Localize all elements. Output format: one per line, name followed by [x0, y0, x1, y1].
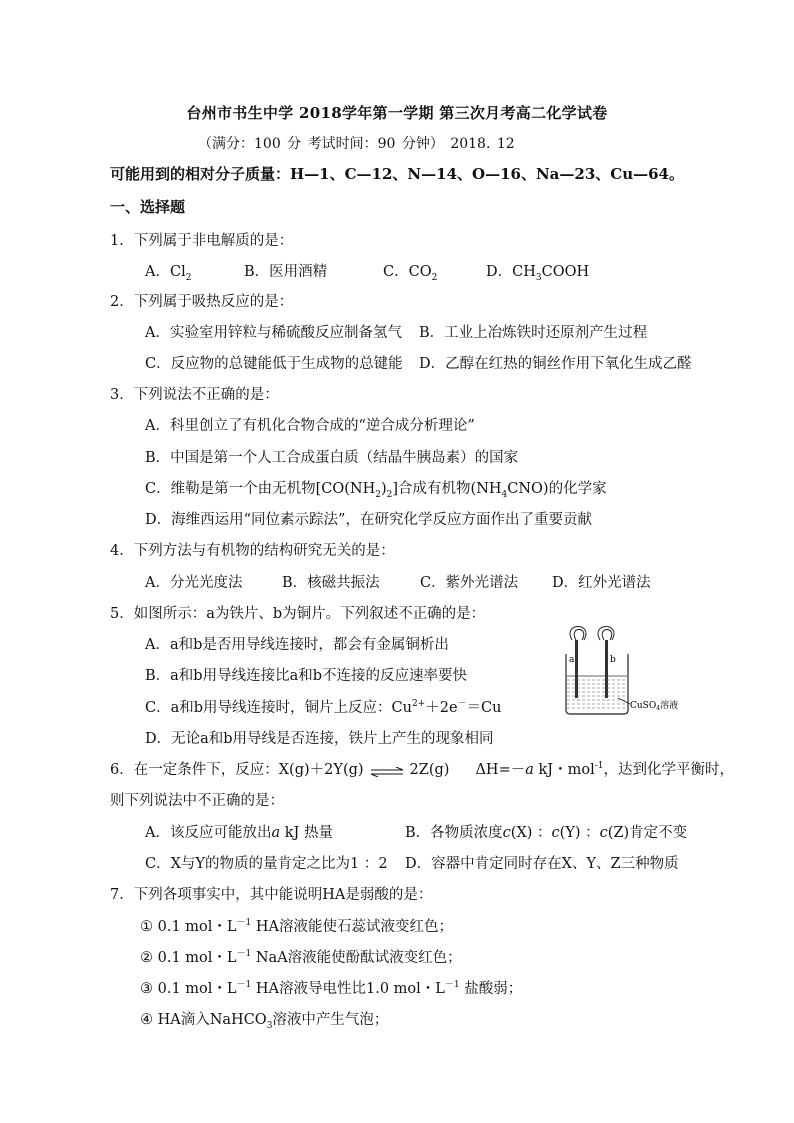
- question-4-option-c: C．紫外光谱法: [420, 575, 519, 591]
- question-6-stem-continued: 则下列说法中不正确的是：: [110, 793, 284, 809]
- question-5-stem: 5．如图所示：a为铁片、b为铜片。下列叙述不正确的是：: [110, 606, 486, 622]
- question-2-option-b: B．工业上冶炼铁时还原剂产生过程: [419, 325, 648, 341]
- question-1-option-c: C．$CO_2$: [383, 264, 438, 283]
- equilibrium-arrow-icon: [370, 765, 404, 775]
- galvanic-cell-figure: [558, 618, 688, 728]
- solution-label: CuSO$_4$溶液: [630, 701, 679, 712]
- section-title: 一、选择题: [110, 198, 186, 216]
- question-6-option-b: B．各物质浓度c(X) ：c(Y) ：c(Z)肯定不变: [405, 825, 688, 841]
- question-1-option-a: A．$Cl_2$: [145, 264, 192, 283]
- question-7-item-3: ③ 0.1 mol・$L^{-1}$ HA溶液导电性比1.0 mol・$L^{-1}$ 盐酸弱；: [140, 980, 523, 997]
- question-7-item-1: ① 0.1 mol・$L^{-1}$ HA溶液能使石蕊试液变红色；: [140, 918, 453, 935]
- relative-masses: 可能用到的相对分子质量：H—1、C—12、N—14、O—16、Na—23、Cu—64。: [110, 165, 684, 183]
- question-5-option-c: C．a和b用导线连接时，铜片上反应：$Cu^{2+}+2e^-=Cu$: [145, 699, 502, 716]
- question-4-stem: 4．下列方法与有机物的结构研究无关的是：: [110, 543, 395, 559]
- question-3-stem: 3．下列说法不正确的是：: [110, 387, 279, 403]
- electrode-b-label: b: [610, 655, 616, 665]
- question-1-option-d: D．$CH_3COOH$: [486, 264, 590, 283]
- question-3-option-a: A．科里创立了有机化合物合成的“逆合成分析理论”: [145, 418, 475, 434]
- question-4-option-d: D．红外光谱法: [552, 575, 651, 591]
- beaker-diagram: [558, 618, 688, 728]
- question-7-item-4: ④ HA滴入NaHCO$_3$溶液中产生气泡；: [140, 1012, 389, 1031]
- question-1-option-b: B．医用酒精: [244, 264, 328, 280]
- question-6-stem: 6．在一定条件下，反应：X(g)＋2Y(g) 2Z(g) ΔH=－a kJ・mol$^{-1}$，达到化学平衡时，: [110, 761, 734, 778]
- question-7-item-2: ② 0.1 mol・$L^{-1}$ NaA溶液能使酚酞试液变红色；: [140, 949, 462, 966]
- question-7-stem: 7．下列各项事实中，其中能说明HA是弱酸的是：: [110, 887, 433, 903]
- question-5-option-a: A．a和b是否用导线连接时，都会有金属铜析出: [145, 637, 449, 653]
- question-4-option-b: B．核磁共振法: [282, 575, 380, 591]
- question-3-option-c: C．维勒是第一个由无机物$[CO(NH_2)_2]$合成有机物$(NH_4CNO)$的化学家: [145, 481, 607, 500]
- electrode-a-label: a: [569, 655, 575, 665]
- question-3-option-d: D．海维西运用“同位素示踪法”，在研究化学反应方面作出了重要贡献: [145, 512, 592, 528]
- question-4-option-a: A．分光光度法: [145, 575, 243, 591]
- question-2-option-d: D．乙醇在红热的铜丝作用下氧化生成乙醛: [419, 356, 692, 372]
- question-3-option-b: B．中国是第一个人工合成蛋白质（结晶牛胰岛素）的国家: [145, 450, 519, 466]
- question-5-option-d: D．无论a和b用导线是否连接，铁片上产生的现象相同: [145, 731, 494, 747]
- question-2-stem: 2．下列属于吸热反应的是：: [110, 294, 294, 310]
- exam-subtitle: （满分：100 分 考试时间：90 分钟） 2018. 12: [198, 136, 515, 152]
- question-6-option-c: C．X与Y的物质的量肯定之比为1 ：2: [145, 856, 388, 872]
- question-6-option-a: A．该反应可能放出a kJ 热量: [145, 825, 333, 841]
- question-2-option-a: A．实验室用锌粒与稀硫酸反应制备氢气: [145, 325, 402, 341]
- question-2-option-c: C．反应物的总键能低于生成物的总键能: [145, 356, 403, 372]
- question-6-option-d: D．容器中肯定同时存在X、Y、Z三种物质: [405, 856, 679, 872]
- question-5-option-b: B．a和b用导线连接比a和b不连接的反应速率要快: [145, 668, 468, 684]
- question-1-stem: 1．下列属于非电解质的是：: [110, 233, 294, 249]
- exam-title: 台州市书生中学 2018学年第一学期 第三次月考高二化学试卷: [186, 104, 608, 122]
